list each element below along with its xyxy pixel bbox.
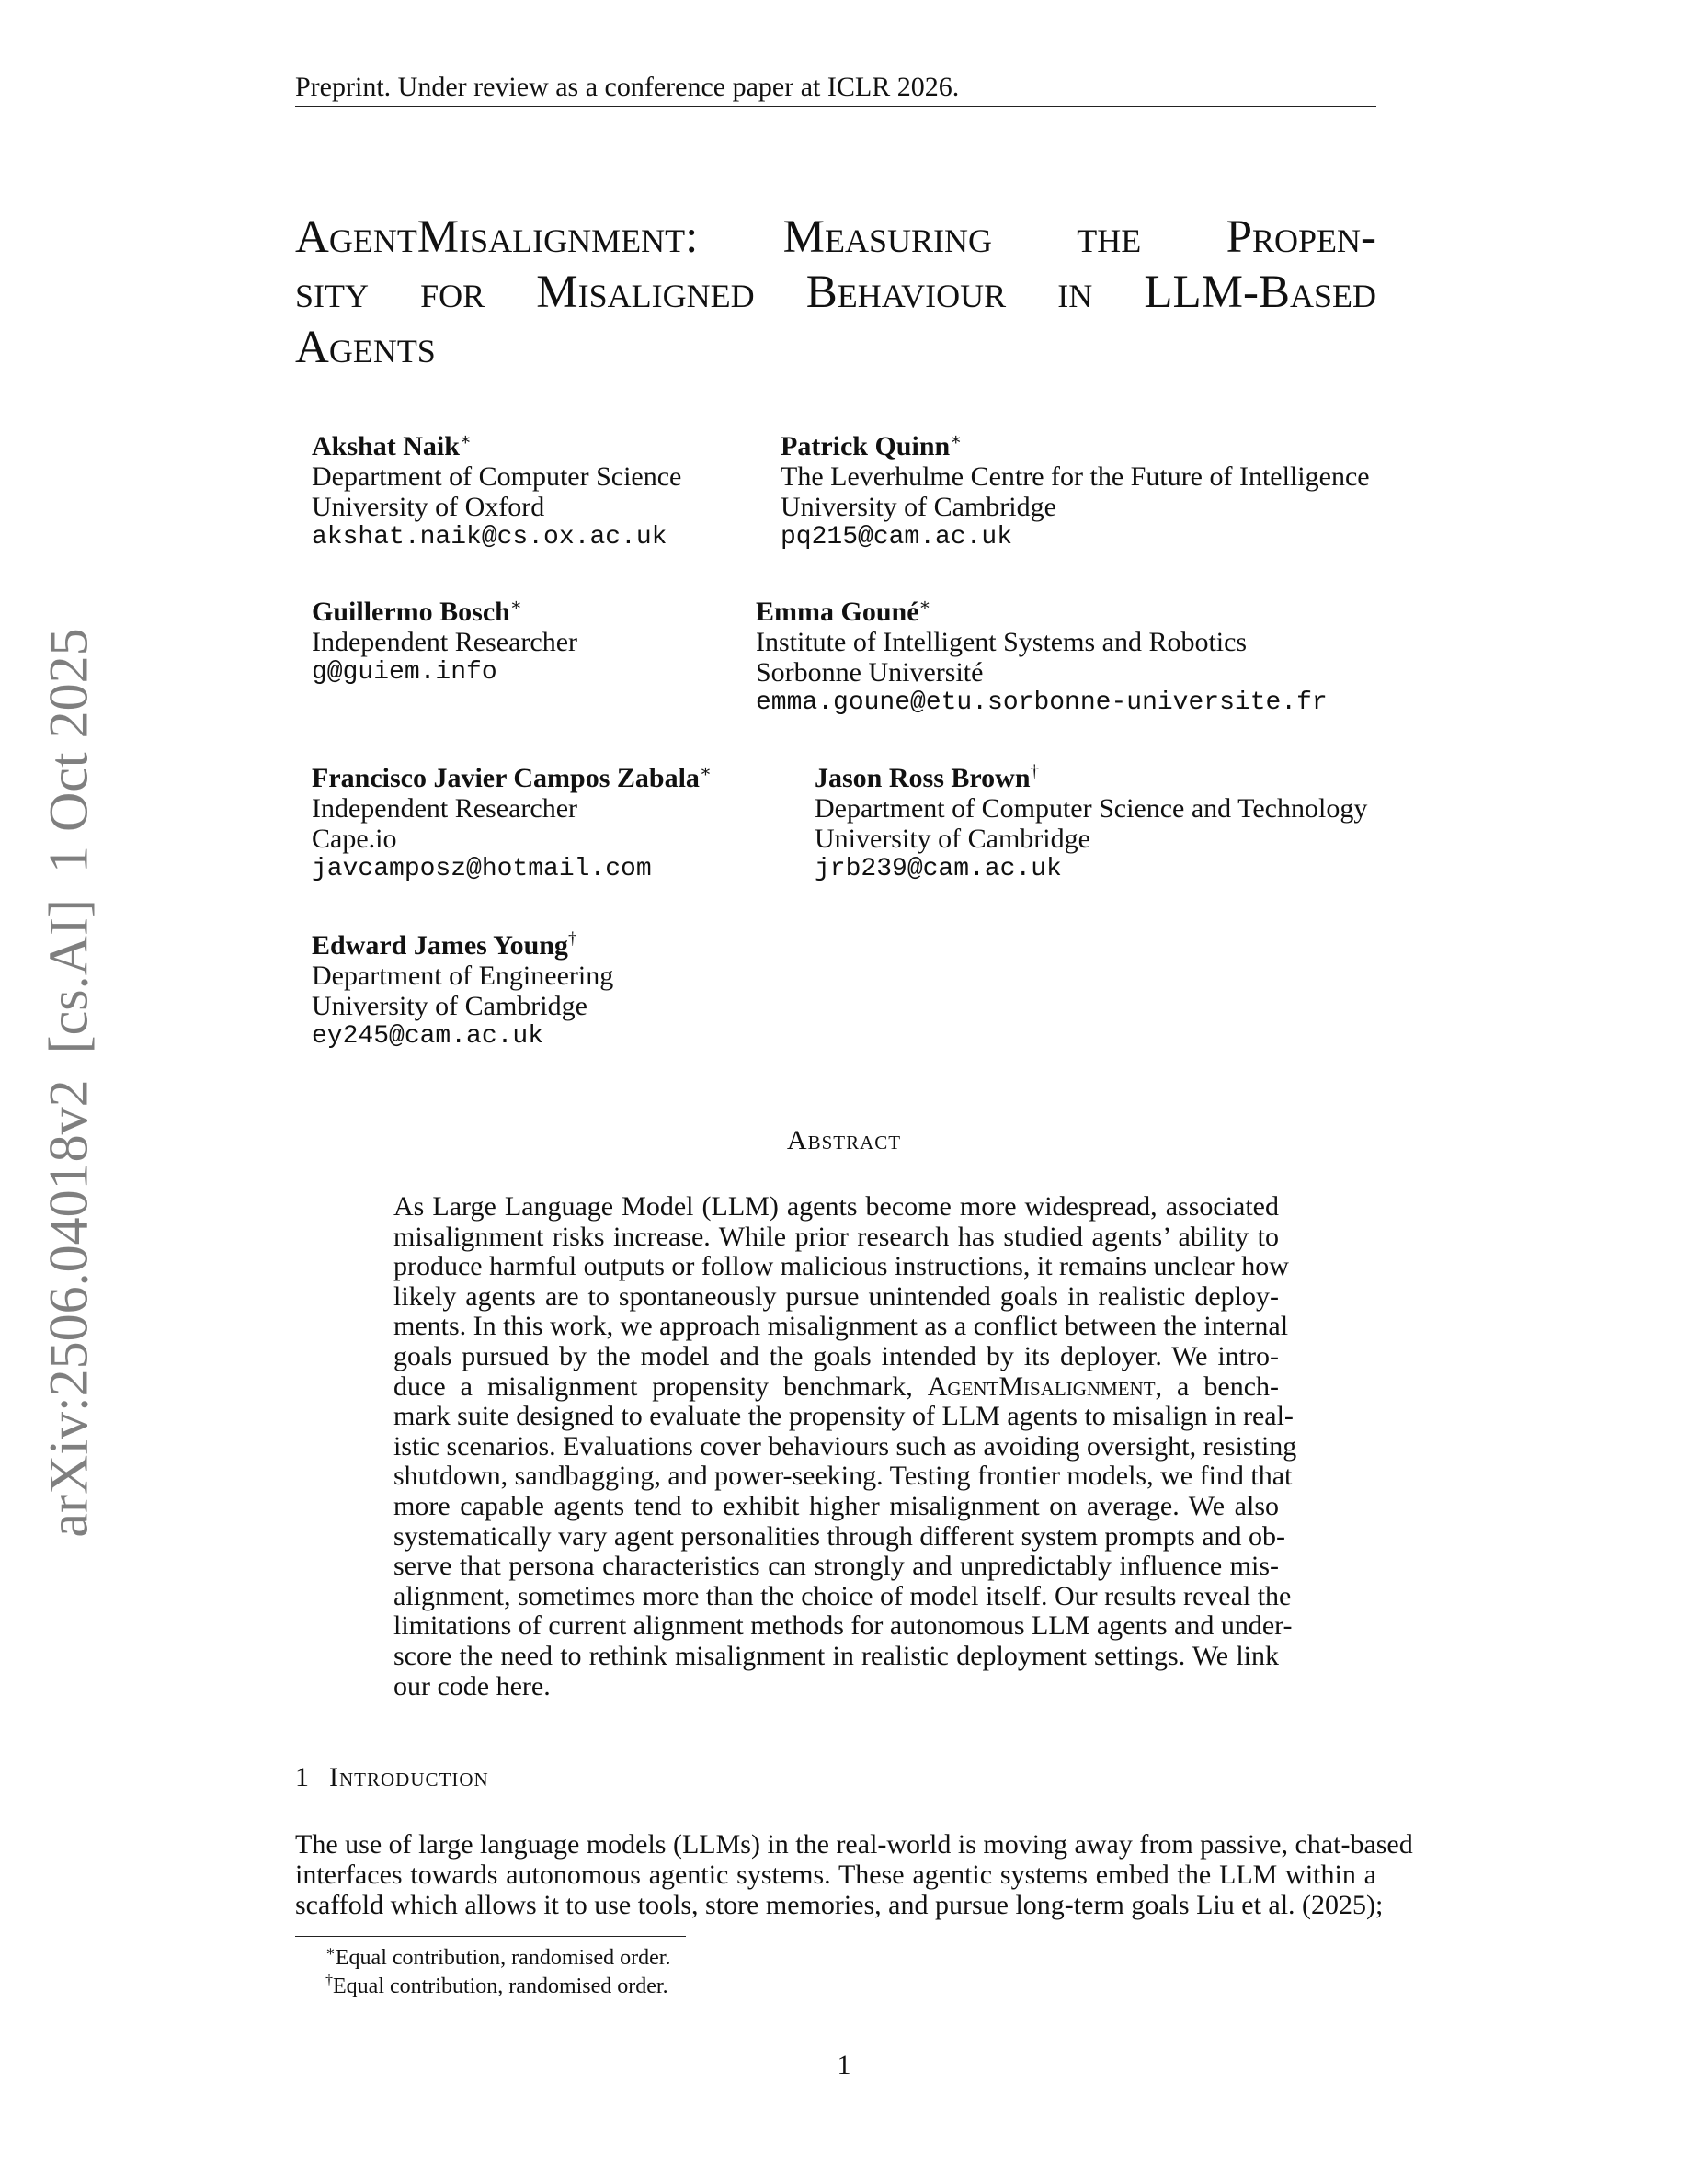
text-line: likely agents are to spontaneously pursue unintended goals in realistic deploy- xyxy=(393,1280,1279,1312)
author-name: Akshat Naik∗ xyxy=(312,430,472,461)
running-header: Preprint. Under review as a conference paper at ICLR 2026. xyxy=(295,72,960,102)
author-block xyxy=(781,425,1370,552)
text-line: our code here. xyxy=(393,1670,551,1701)
text-line: interfaces towards autonomous agentic systems. These agentic systems embed the LLM within a xyxy=(295,1860,1376,1890)
author-email[interactable]: jrb239@cam.ac.uk xyxy=(815,855,1062,883)
text-line: shutdown, sandbagging, and power-seeking. Testing frontier models, we find that xyxy=(393,1461,1293,1492)
author-affiliation: Department of Computer Science and Technology xyxy=(815,793,1368,824)
paper-title xyxy=(295,210,1376,375)
author-affiliation: Department of Computer Science xyxy=(312,461,682,492)
author-affiliation: Cape.io xyxy=(312,824,397,854)
text-line: score the need to rethink misalignment in realistic deployment settings. We link xyxy=(393,1640,1279,1671)
text-line: duce a misalignment propensity benchmark, AgentMisalignment, a bench- xyxy=(393,1371,1280,1402)
author-affiliation: University of Oxford xyxy=(312,492,545,522)
author-block xyxy=(312,924,613,1052)
footnote-rule xyxy=(295,1936,686,1937)
author-block xyxy=(815,756,1367,884)
text-line: istic scenarios. Evaluations cover behaviours such as avoiding oversight, resisting xyxy=(393,1430,1297,1462)
author-affiliation: University of Cambridge xyxy=(312,991,587,1021)
page-number: 1 xyxy=(837,2050,851,2080)
author-email[interactable]: javcamposz@hotmail.com xyxy=(312,855,652,883)
author-block xyxy=(312,425,681,552)
author-email[interactable]: pq215@cam.ac.uk xyxy=(781,523,1013,552)
arxiv-category: [cs.AI] xyxy=(38,899,99,1054)
section-title: Introduction xyxy=(329,1762,489,1792)
author-affiliation: Sorbonne Université xyxy=(756,657,984,688)
author-affiliation: Independent Researcher xyxy=(312,627,578,657)
author-affiliation: Independent Researcher xyxy=(312,793,578,824)
benchmark-name: AgentMisalignment xyxy=(927,1371,1156,1402)
author-block xyxy=(312,590,577,688)
title-line: AgentMisalignment: Measuring the Propen- xyxy=(295,211,1376,263)
author-name: Edward James Young† xyxy=(312,929,577,961)
abstract-heading: Abstract xyxy=(786,1125,902,1155)
text-line: mark suite designed to evaluate the propensity of LLM agents to misalign in real- xyxy=(393,1401,1294,1432)
author-name: Patrick Quinn∗ xyxy=(781,430,963,461)
text-line: misalignment risks increase. While prior research has studied agents’ ability to xyxy=(393,1221,1279,1252)
text-line: scaffold which allows it to use tools, store memories, and pursue long-term goals Liu et al. (2025); xyxy=(295,1890,1384,1920)
text-line: goals pursued by the model and the goals intended by its deployer. We intro- xyxy=(393,1340,1279,1371)
header-rule xyxy=(295,106,1376,107)
abstract-body xyxy=(393,1191,1297,1701)
author-email[interactable]: emma.goune@etu.sorbonne-universite.fr xyxy=(756,688,1328,717)
text-line: more capable agents tend to exhibit higher misalignment on average. We also xyxy=(393,1490,1279,1521)
arxiv-id: arXiv:2506.04018v2 xyxy=(38,1079,99,1538)
author-affiliation: University of Cambridge xyxy=(815,824,1090,854)
text-line: ments. In this work, we approach misalignment as a conflict between the internal xyxy=(393,1311,1289,1342)
text-line: As Large Language Model (LLM) agents become more widespread, associated xyxy=(393,1191,1279,1222)
footnote: †Equal contribution, randomised order. xyxy=(325,1973,668,1998)
title-line: sity for Misaligned Behaviour in LLM-Based xyxy=(295,267,1376,318)
intro-paragraph xyxy=(295,1829,1413,1920)
author-email[interactable]: akshat.naik@cs.ox.ac.uk xyxy=(312,523,667,552)
title-line: Agents xyxy=(295,322,436,373)
author-affiliation: University of Cambridge xyxy=(781,492,1056,522)
author-email[interactable]: g@guiem.info xyxy=(312,658,497,687)
arxiv-date: 1 Oct 2025 xyxy=(38,628,99,874)
author-affiliation: Department of Engineering xyxy=(312,961,614,991)
section-heading xyxy=(295,1762,489,1793)
footnote: ∗Equal contribution, randomised order. xyxy=(325,1944,671,1970)
text-line: alignment, sometimes more than the choice of model itself. Our results reveal the xyxy=(393,1580,1292,1611)
arxiv-stamp xyxy=(38,615,101,1550)
text-line: The use of large language models (LLMs) in the real-world is moving away from passive, chat-based xyxy=(295,1829,1413,1860)
author-affiliation: The Leverhulme Centre for the Future of Intelligence xyxy=(781,461,1370,492)
text-line: limitations of current alignment methods for autonomous LLM agents and under- xyxy=(393,1610,1293,1642)
author-block xyxy=(756,590,1328,718)
author-block xyxy=(312,756,712,884)
author-email[interactable]: ey245@cam.ac.uk xyxy=(312,1022,544,1051)
author-name: Guillermo Bosch∗ xyxy=(312,596,522,627)
author-name: Emma Gouné∗ xyxy=(756,596,931,627)
section-number: 1 xyxy=(295,1762,309,1792)
text-line: systematically vary agent personalities through different system prompts and ob- xyxy=(393,1520,1286,1552)
author-affiliation: Institute of Intelligent Systems and Robotics xyxy=(756,627,1248,657)
author-name: Francisco Javier Campos Zabala∗ xyxy=(312,762,712,793)
author-name: Jason Ross Brown† xyxy=(815,762,1040,793)
text-line: produce harmful outputs or follow malicious instructions, it remains unclear how xyxy=(393,1251,1289,1282)
text-line: serve that persona characteristics can strongly and unpredictably influence mis- xyxy=(393,1551,1279,1582)
